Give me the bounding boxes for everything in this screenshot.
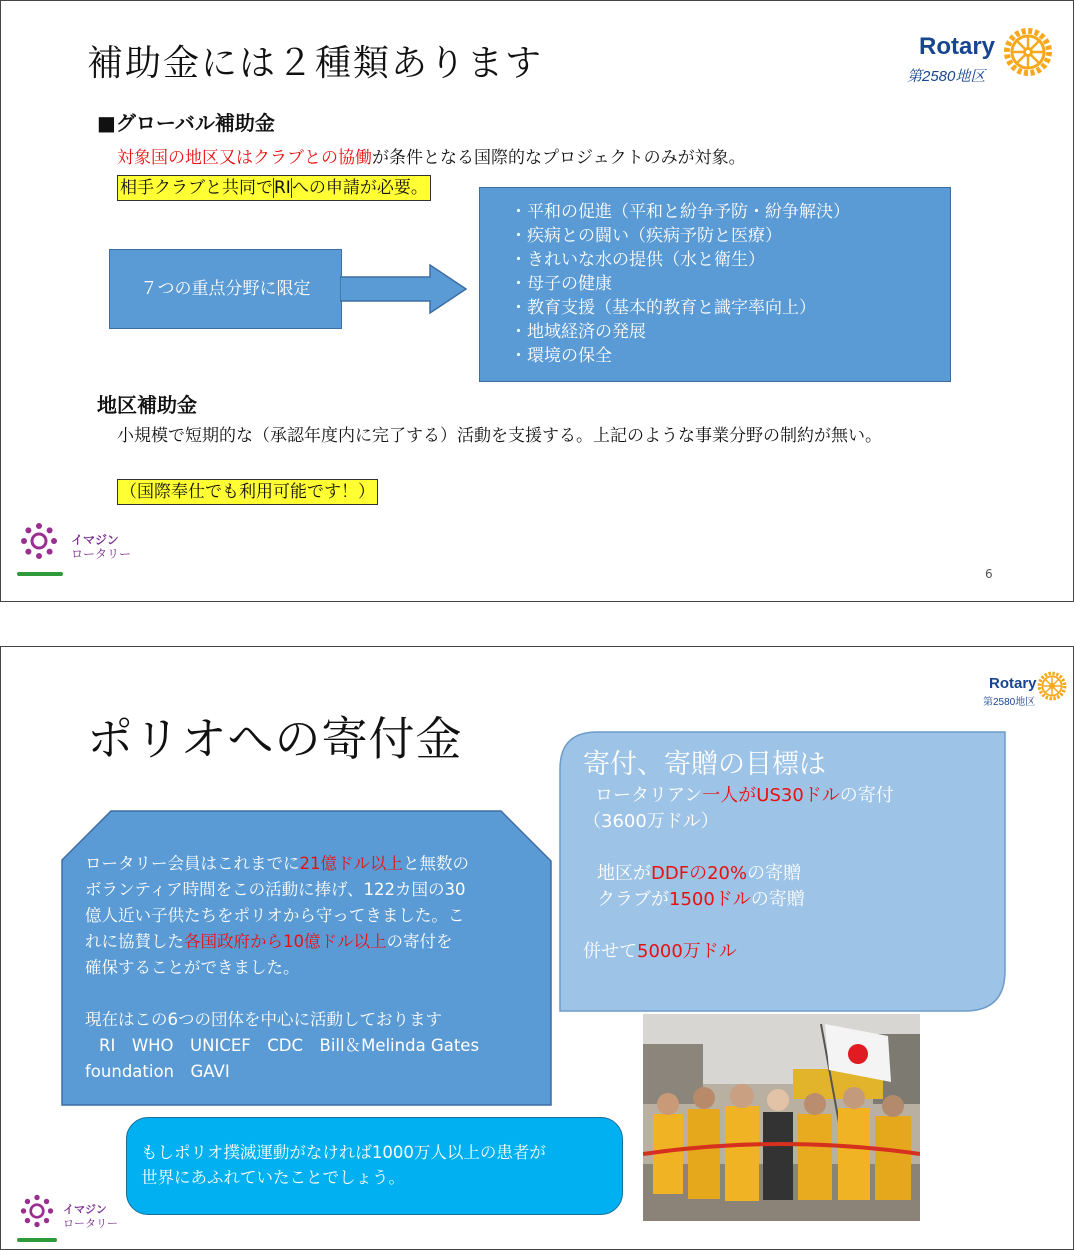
- text-run: （3600万ドル）: [583, 811, 719, 832]
- rotary-wordmark: Rotary: [919, 33, 996, 60]
- donation-goal-text: [583, 747, 993, 965]
- focus-area-item: ・地域経済の発展: [510, 322, 646, 342]
- ri-note-ri: RI: [274, 178, 291, 198]
- rotary-district: 第2580地区: [907, 68, 986, 85]
- focus-area-item: ・きれいな水の提供（水と衛生）: [510, 250, 765, 270]
- district-grant-heading: 地区補助金: [97, 393, 197, 417]
- text-run: 併せて: [583, 941, 637, 962]
- rotary-contribution-text: [85, 851, 525, 1085]
- group-photo: [643, 1014, 920, 1221]
- rotary-gear-icon: [1037, 671, 1067, 701]
- highlight-amount: 21億ドル以上: [299, 854, 403, 873]
- international-service-note: （国際奉仕でも利用可能です！）: [117, 479, 378, 505]
- highlight-amount: 一人がUS30ドル: [702, 785, 840, 806]
- text-run: の寄付: [839, 785, 894, 806]
- slide-grants: [0, 0, 1074, 602]
- text-run: ロータリー会員はこれまでに: [85, 854, 300, 873]
- goal-title: 寄付、寄贈の目標は: [583, 749, 826, 780]
- global-grant-description: [117, 143, 746, 168]
- right-arrow-icon: [340, 263, 470, 315]
- imagine-flower-icon: [19, 1193, 55, 1229]
- rotary-gear-icon: [1003, 27, 1053, 77]
- focus-areas-list: [479, 187, 951, 382]
- focus-area-item: ・教育支援（基本的教育と識字率向上）: [510, 298, 816, 318]
- text-run: れに協賛した: [85, 932, 184, 951]
- focus-area-item: ・環境の保全: [510, 346, 612, 366]
- highlight-amount: 各国政府から10億ドル以上: [184, 932, 387, 951]
- organization-list: foundation GAVI: [85, 1062, 230, 1081]
- imagine-line1: イマジン: [63, 1203, 107, 1216]
- highlight-amount: 1500ドル: [669, 889, 751, 910]
- focus-area-item: ・平和の促進（平和と紛争予防・紛争解決）: [510, 202, 850, 222]
- text-run: 確保することができました。: [85, 958, 300, 977]
- text-run: 現在はこの6つの団体を中心に活動しております: [85, 1010, 442, 1029]
- global-desc-rest: が条件となる国際的なプロジェクトのみが対象。: [372, 148, 746, 168]
- district-grant-description: 小規模で短期的な（承認年度内に完了する）活動を支援する。上記のような事業分野の制約が無い。: [117, 426, 882, 446]
- polio-impact-note: [126, 1117, 623, 1215]
- text-run: と無数の: [403, 854, 469, 873]
- rotary-district: 第2580地区: [983, 697, 1036, 708]
- text-run: もしポリオ撲滅運動がなければ1000万人以上の患者が: [141, 1143, 546, 1162]
- rotary-wordmark: Rotary: [989, 675, 1037, 692]
- text-run: の寄贈: [750, 889, 805, 910]
- text-run: ボランティア時間をこの活動に捧げ、122カ国の30: [85, 880, 466, 899]
- text-run: 億人近い子供たちをポリオから守ってきました。こ: [85, 906, 465, 925]
- slide-title: 補助金には２種類あります: [87, 43, 544, 84]
- imagine-line1: イマジン: [71, 533, 119, 547]
- highlight-amount: 5000万ドル: [637, 941, 737, 962]
- imagine-logo-text: [71, 533, 131, 561]
- imagine-underline: [17, 1238, 57, 1242]
- highlight-amount: DDFの20%: [651, 863, 748, 884]
- text-run: の寄付を: [386, 932, 453, 951]
- text-run: クラブが: [597, 889, 669, 910]
- imagine-line2: ロータリー: [63, 1217, 118, 1230]
- text-run: 世界にあふれていたことでしょう。: [141, 1168, 405, 1187]
- focus-area-item: ・母子の健康: [510, 274, 612, 294]
- ri-application-note: [117, 175, 431, 201]
- focus-areas-label-box: ７つの重点分野に限定: [109, 249, 342, 329]
- ri-note-part1: 相手クラブと共同で: [120, 178, 273, 198]
- text-run: の寄贈: [747, 863, 802, 884]
- global-desc-highlight: 対象国の地区又はクラブとの協働: [117, 148, 372, 168]
- page-number: 6: [985, 567, 993, 581]
- focus-area-item: ・疾病との闘い（疾病予防と医療）: [510, 226, 782, 246]
- organization-list: RI WHO UNICEF CDC Bill＆Melinda Gates: [99, 1036, 480, 1055]
- text-run: ロータリアン: [595, 785, 703, 806]
- imagine-underline: [17, 572, 63, 576]
- slide-polio: [0, 646, 1074, 1250]
- ri-note-part2: への申請が必要。: [291, 178, 428, 198]
- imagine-line2: ロータリー: [71, 547, 132, 561]
- imagine-flower-icon: [19, 521, 59, 561]
- text-run: 地区が: [597, 863, 651, 884]
- imagine-logo-text: [63, 1203, 118, 1231]
- global-grant-heading: ■グローバル補助金: [97, 111, 275, 135]
- slide-title: ポリオへの寄付金: [87, 712, 463, 766]
